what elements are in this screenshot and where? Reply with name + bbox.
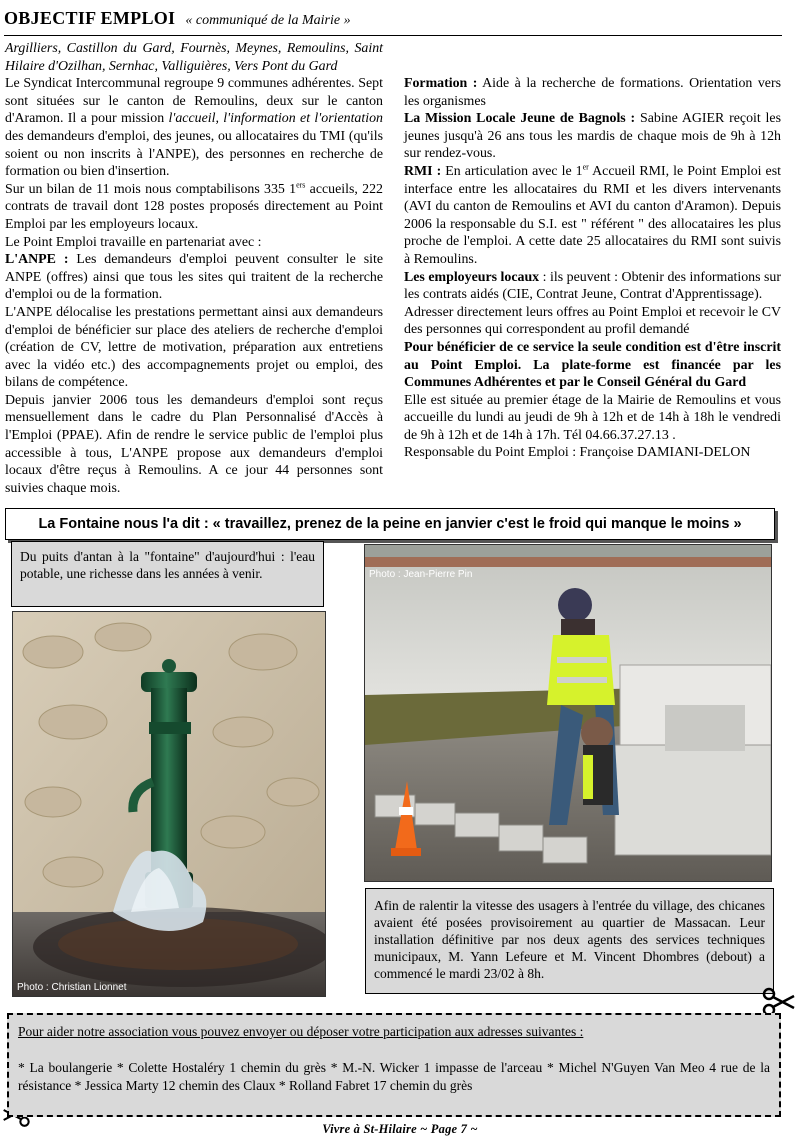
section-subtitle: « communiqué de la Mairie » [185,13,351,28]
situation-paragraph: Elle est située au premier étage de la Mairie de Remoulins et vous accueille du lundi au jeudi de 9h à 12h et de 14h à 18h le vendredi de 9h à 12h et de 14h à 17h. Tél 04.66.37.27.13 . [404,392,781,443]
bilan-paragraph: Sur un bilan de 11 mois nous comptabilisons 335 1ers accueils, 222 contrats de travail dont 128 postes proposés directement au Point Emploi par les employeurs locaux. [5,180,383,232]
header-divider [4,35,782,36]
responsable-paragraph: Responsable du Point Emploi : Françoise DAMIANI-DELON [404,445,751,461]
fountain-caption: Du puits d'antan à la "fontaine" d'aujourd'hui : l'eau potable, une richesse dans les années à venir. [11,541,324,607]
partenariat-paragraph: Le Point Emploi travaille en partenariat avec : [5,234,262,250]
section-title: OBJECTIF EMPLOI [4,8,176,28]
page-footer: Vivre à St-Hilaire ~ Page 7 ~ [322,1122,478,1136]
anpe-ppae-paragraph: Depuis janvier 2006 tous les demandeurs d'emploi sont reçus mensuellement dans le cadre du Plan Personnalisé d'Accès à l'Emploi (PPAE). Afin de rendre le service public de l'emploi plus accessible à tous, L'ANPE propose aux demandeurs d'emploi locaux d'être reçus à Remoulins. A ce jour 44 personnes sont suivies chaque mois. [5,392,383,496]
employeurs-paragraph: Les employeurs locaux : ils peuvent : Obtenir des informations sur les contrats aidés (CIE, Contrat Jeune, Contrat d'Apprentissage). [404,269,781,303]
anpe-delocalise-paragraph: L'ANPE délocalise les prestations permettant ainsi aux demandeurs d'emploi de bénéficier sur place des ateliers de recherche d'emploi (création de CV, lettre de motivation, préparation aux entretiens avec la vidéo etc.) des accompagnements projet ou emploi, des bilans de compétence. [5,304,383,391]
photo-credit: Photo : Jean-Pierre Pin [369,569,473,580]
communes-list: Argilliers, Castillon du Gard, Fournès, Meynes, Remoulins, Saint Hilaire d'Ozilhan, Sernhac, Valliguières, Vers Pont du Gard [5,41,383,74]
article-column-right [404,40,781,462]
fountain-illustration [13,612,325,996]
fountain-photo [12,611,326,997]
offres-paragraph: Adresser directement leurs offres au Point Emploi et recevoir le CV des personnes qui correspondent au profil demandé [404,304,781,338]
chicanes-caption: Afin de ralentir la vitesse des usagers à l'entrée du village, des chicanes avaient été posées provisoirement au quartier de Massacan. Leur installation définitive par nos deux agents des services techniques municipaux, M. Yann Lefeure et M. Vincent Dhombres (debout) a commencé le mardi 23/02 à 8h. [365,888,774,994]
intro-paragraph: Le Syndicat Intercommunal regroupe 9 communes adhérentes. Sept sont situées sur le canton de Remoulins, deux sur le canton d'Aramon. Il a pour mission l'accueil, l'information et l'orientation des demandeurs d'emploi, des jeunes, ou allocataires du TMI (qu'ils soient ou non inscrits à l'ANPE), des personnes en recherche de formation ou bien d'insertion. [5,76,383,180]
quote-banner: La Fontaine nous l'a dit : « travaillez, prenez de la peine en janvier c'est le froid qui manque le moins » [5,508,775,540]
anpe-paragraph: L'ANPE : Les demandeurs d'emploi peuvent consulter le site ANPE (offres) ainsi que tous les sites qui traitent de la recherche d'emploi ou de la formation. [5,252,383,303]
mission-locale-paragraph: La Mission Locale Jeune de Bagnols : Sabine AGIER reçoit les jeunes jusqu'à 26 ans tous les mardis de chaque mois de 9h à 12h sur rendez-vous. [404,111,781,162]
association-addresses: * La boulangerie * Colette Hostaléry 1 chemin du grès * M.-N. Wicker 1 impasse de l'arceau * Michel N'Guyen Van Meo 4 rue de la résistance * Jessica Marty 12 chemin des Claux * Rolland Fabret 17 chemin du grès [18,1060,770,1093]
formation-paragraph: Formation : Aide à la recherche de formations. Orientation vers les organismes [404,76,781,109]
workers-illustration [365,545,771,881]
page-header [4,8,796,29]
association-box [7,1013,781,1117]
photo-credit: Photo : Christian Lionnet [17,982,127,993]
condition-paragraph: Pour bénéficier de ce service la seule condition est d'être inscrit au Point Emploi. La plate-forme est financée par les Communes Adhérentes et par le Conseil Général du Gard [404,339,781,391]
rmi-paragraph: RMI : En articulation avec le 1er Accueil RMI, le Point Emploi est interface entre les allocataires du RMI et les divers intervenants (AVI du canton de Remoulins et AVI du canton d'Aramon). Depuis 2006 la responsable du S.I. est " référent " des allocataires les plus proche de l'emploi. A cette date 25 allocataires du RMI sont suivis à Remoulins. [404,162,781,267]
article-column-left [5,40,383,497]
workers-photo [364,544,772,882]
association-intro: Pour aider notre association vous pouvez envoyer ou déposer votre participation aux adresses suivantes : [18,1024,584,1039]
